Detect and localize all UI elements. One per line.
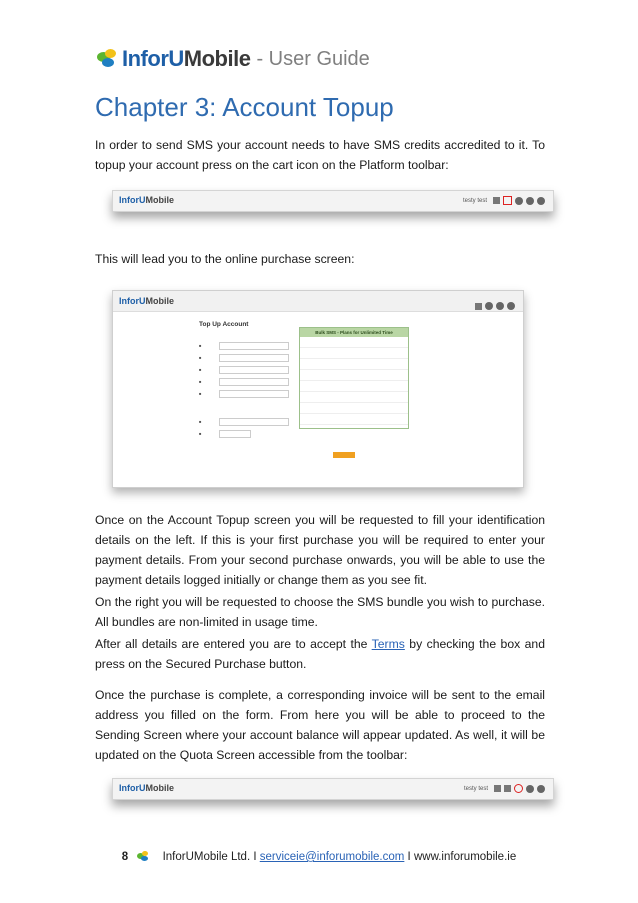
cart-icon-2 <box>504 785 511 792</box>
settings-icon <box>537 197 545 205</box>
toolbar-screenshot-cart <box>112 190 554 212</box>
cart-icon <box>503 196 512 205</box>
intro-paragraph: In order to send SMS your account needs to have SMS credits accredited to it. To topup your account press on the cart icon on the Platform toolbar: <box>95 138 545 172</box>
topup-form-title: Top Up Account <box>199 321 249 328</box>
details-paragraph: Once on the Account Topup screen you will be requested to fill your identification details on the left. If this is your first purchase you will be required to enter your payment details. From your second purchase onwards, you will be able to use the payment details logged initially or change them as you see fit. <box>95 513 545 587</box>
bundle-table-header: Bulk SMS - Plans for Unlimited Time <box>300 328 408 337</box>
toolbar-logo-2: InforUMobile <box>119 783 174 793</box>
quota-icon <box>515 197 523 205</box>
purchase-screen-logo: InforUMobile <box>119 296 174 306</box>
footer-email-link[interactable]: serviceie@inforumobile.com <box>259 851 405 863</box>
settings-icon-2 <box>537 785 545 793</box>
purchase-screen-intro: This will lead you to the online purchase screen: <box>95 252 355 266</box>
header-logo <box>97 44 370 74</box>
guide-subtitle: - User Guide <box>256 47 370 70</box>
toolbar-icons <box>463 196 545 205</box>
grid-icon <box>493 197 500 204</box>
page-footer: 8 InforUMobile Ltd. I serviceie@inforumobile.com I www.inforumobile.ie <box>121 851 517 863</box>
help-icon-2 <box>526 785 534 793</box>
chat-bubbles-icon <box>97 49 119 69</box>
toolbar-logo: InforUMobile <box>119 195 174 205</box>
bundle-table <box>299 327 409 429</box>
purchase-screen-screenshot: InforUMobile Top Up Account ■ ■ ■ ■ ■ ■ ■ Bulk SMS - Plans for Unlimited Time <box>112 290 524 488</box>
footer-company: InforUMobile Ltd. I <box>162 851 260 863</box>
toolbar-user-2: testy test <box>463 785 488 792</box>
brand-name-part2: Mobile <box>183 46 251 71</box>
brand-name-part1: InforU <box>122 46 184 71</box>
purchase-screen-toolbar <box>113 291 523 312</box>
page-number: 8 <box>121 851 129 863</box>
grid-icon-2 <box>494 785 501 792</box>
toolbar-screenshot-quota <box>112 778 554 800</box>
footer-logo-icon <box>137 851 151 861</box>
secured-purchase-button <box>333 452 355 458</box>
toolbar-user: testy test <box>462 197 487 204</box>
purchase-screen-toolbar-icons <box>472 297 515 315</box>
completion-paragraph: Once the purchase is complete, a corresponding invoice will be sent to the email address you filled on the form. From here you will be able to proceed to the Sending Screen where your account balance will appear updated. As well, it will be updated on the Quota Screen accessible from the toolbar: <box>95 688 545 762</box>
footer-website: www.inforumobile.ie <box>413 851 517 863</box>
chapter-title: Chapter 3: Account Topup <box>95 92 394 122</box>
help-icon <box>526 197 534 205</box>
toolbar-icons-2 <box>464 784 545 793</box>
quota-icon-highlighted <box>514 784 523 793</box>
bundle-paragraph: On the right you will be requested to choose the SMS bundle you wish to purchase. All bundles are non-limited in usage time. <box>95 595 545 629</box>
terms-link[interactable]: Terms <box>371 637 405 651</box>
terms-paragraph: After all details are entered you are to accept the Terms by checking the box and press on the Secured Purchase button. <box>95 637 545 671</box>
